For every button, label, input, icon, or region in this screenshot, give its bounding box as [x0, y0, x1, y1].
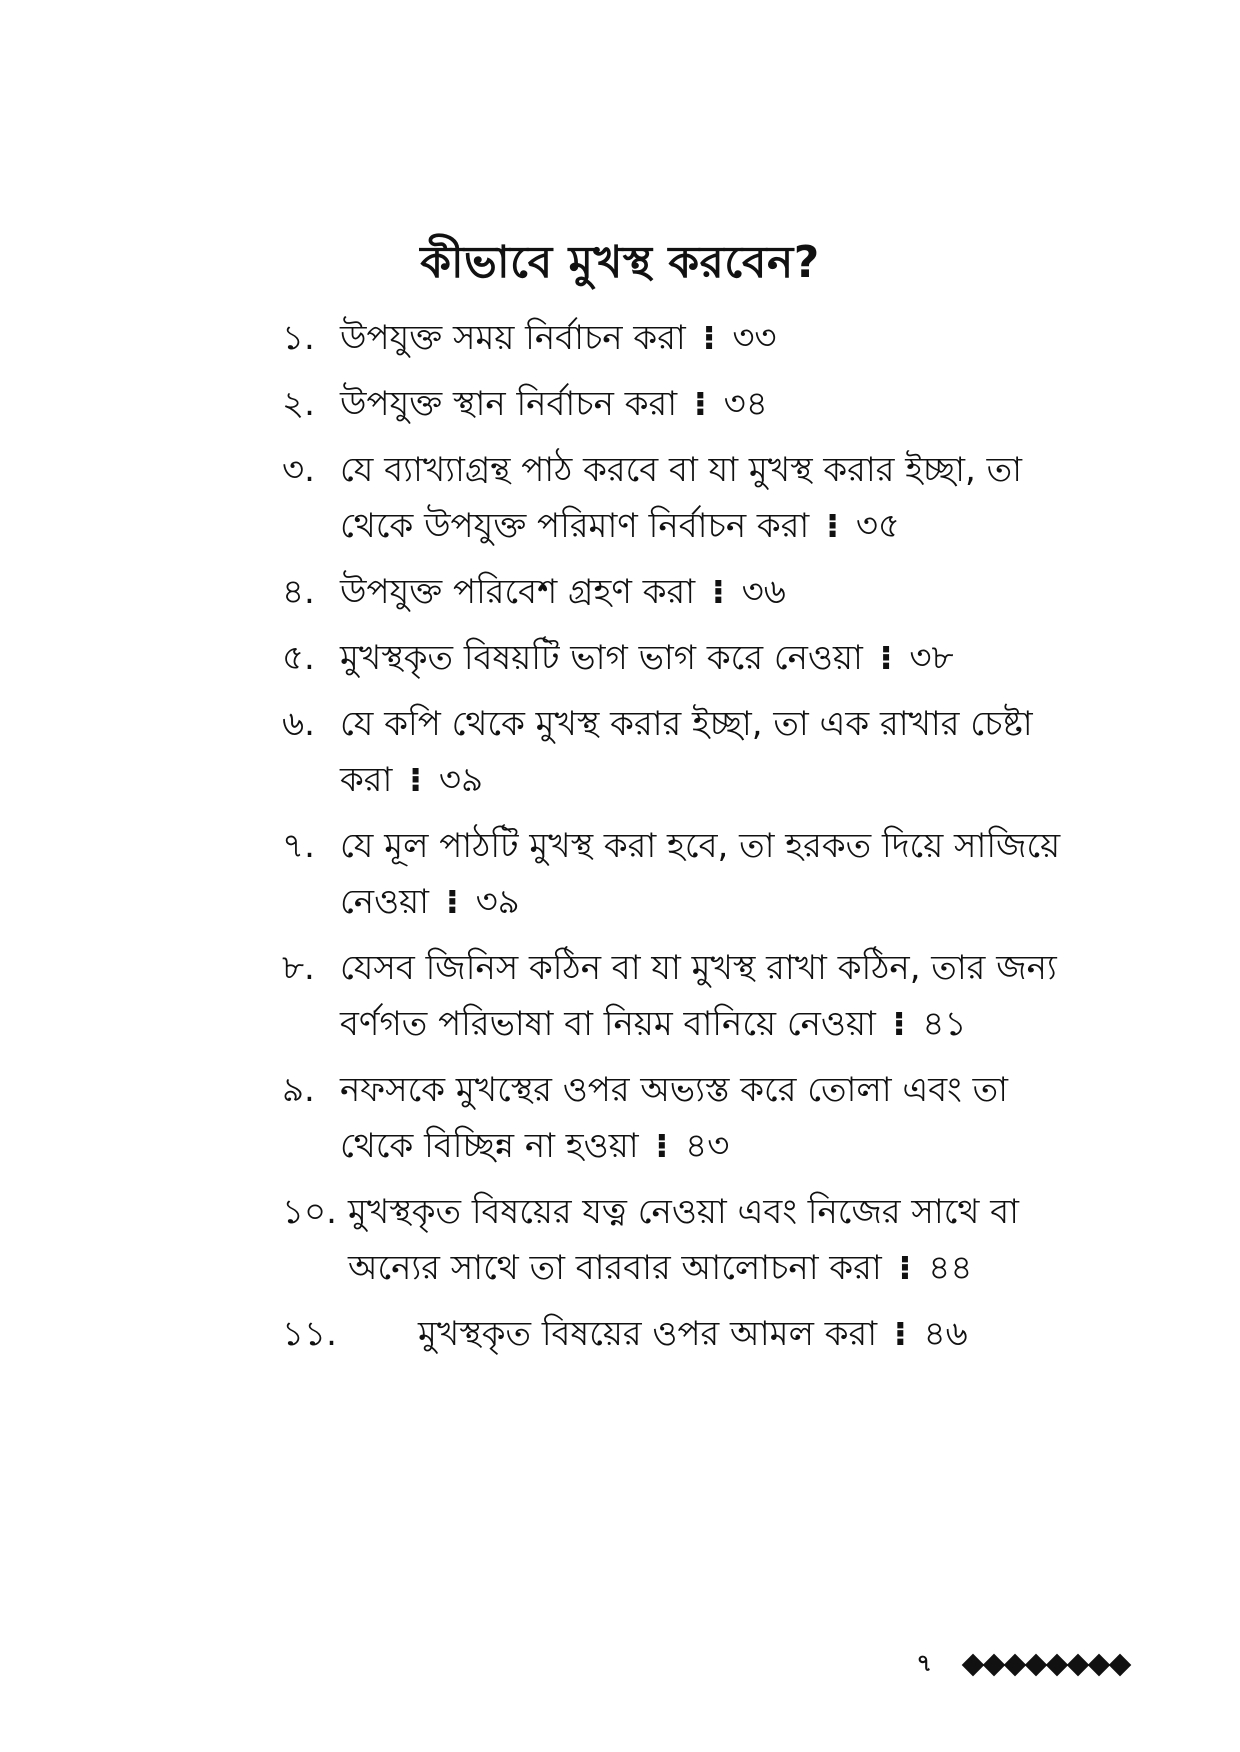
toc-item-page: ৩৯: [475, 882, 520, 922]
table-of-contents: [282, 310, 1082, 1372]
toc-item-number: ৯.: [282, 1070, 315, 1110]
toc-item: [282, 564, 1082, 620]
toc-item-text: উপযুক্ত পরিবেশ গ্রহণ করা: [340, 572, 696, 612]
toc-item: [282, 1062, 1082, 1174]
diamond-icon: [982, 1654, 1005, 1677]
toc-item: [282, 442, 1082, 554]
toc-item-page: ৩৩: [732, 318, 777, 358]
toc-item-page: ৩৬: [741, 572, 786, 612]
toc-item-page: ৩৫: [855, 506, 900, 546]
toc-separator: ⁝: [445, 882, 459, 922]
toc-item-number: ১১.: [282, 1314, 337, 1354]
toc-item-page: ৪১: [922, 1004, 967, 1044]
toc-item: [282, 940, 1082, 1052]
toc-separator: ⁝: [655, 1126, 669, 1166]
toc-item-text: যে ব্যাখ্যাগ্রন্থ পাঠ করবে বা যা মুখস্থ করার ইচ্ছা, তা থেকে উপযুক্ত পরিমাণ নির্বাচন করা: [340, 450, 1022, 546]
diamond-icon: [961, 1654, 984, 1677]
page-number: ৭: [916, 1649, 932, 1677]
toc-item-text: উপযুক্ত সময় নির্বাচন করা: [340, 318, 686, 358]
toc-item-page: ৩৯: [438, 760, 484, 800]
toc-item: [282, 818, 1082, 930]
toc-item-number: ৪.: [282, 572, 315, 612]
toc-item: [282, 696, 1082, 808]
toc-item-number: ১০.: [282, 1192, 337, 1232]
toc-item-text: মুখস্থকৃত বিষয়টি ভাগ ভাগ করে নেওয়া: [340, 638, 863, 678]
toc-item-number: ১.: [282, 318, 315, 358]
toc-separator: ⁝: [693, 384, 707, 424]
toc-item-text: যেসব জিনিস কঠিন বা যা মুখস্থ রাখা কঠিন, তার জন্য বর্ণগত পরিভাষা বা নিয়ম বানিয়ে নেওয়া: [340, 948, 1057, 1044]
toc-item-text: উপযুক্ত স্থান নির্বাচন করা: [340, 384, 678, 424]
toc-item-number: ৬.: [282, 704, 315, 744]
toc-item-number: ৭.: [282, 826, 315, 866]
toc-separator: ⁝: [409, 760, 423, 800]
toc-item-page: ৪৬: [923, 1314, 968, 1354]
diamond-row-icon: [962, 1657, 1130, 1673]
toc-item-page: ৩৪: [723, 384, 768, 424]
diamond-icon: [1045, 1654, 1068, 1677]
toc-separator: ⁝: [711, 572, 725, 612]
diamond-icon: [1108, 1654, 1131, 1677]
toc-item-page: ৪৩: [685, 1126, 730, 1166]
toc-item-number: ২.: [282, 384, 315, 424]
toc-item: [282, 376, 1082, 432]
toc-item-page: ৪৪: [928, 1248, 973, 1288]
toc-item-text: মুখস্থকৃত বিষয়ের যত্ন নেওয়া এবং নিজের সাথে বা অন্যের সাথে তা বারবার আলোচনা করা: [348, 1192, 1019, 1288]
page-footer: [916, 1645, 1130, 1685]
toc-separator: ⁝: [898, 1248, 912, 1288]
toc-item-number: ৮.: [282, 948, 315, 988]
toc-item-number: ৫.: [282, 638, 315, 678]
toc-item: [282, 630, 1082, 686]
toc-item-text: যে মূল পাঠটি মুখস্থ করা হবে, তা হরকত দিয়ে সাজিয়ে নেওয়া: [340, 826, 1061, 922]
toc-item-number: ৩.: [282, 450, 315, 490]
toc-separator: ⁝: [702, 318, 716, 358]
diamond-icon: [1003, 1654, 1026, 1677]
toc-item-text: মুখস্থকৃত বিষয়ের ওপর আমল করা: [418, 1314, 878, 1354]
diamond-icon: [1024, 1654, 1047, 1677]
toc-item: [282, 310, 1082, 366]
toc-separator: ⁝: [826, 506, 840, 546]
toc-separator: ⁝: [893, 1314, 907, 1354]
toc-item-page: ৩৮: [909, 638, 954, 678]
diamond-icon: [1066, 1654, 1089, 1677]
toc-item: [282, 1306, 1082, 1362]
toc-item-text: যে কপি থেকে মুখস্থ করার ইচ্ছা, তা এক রাখার চেষ্টা করা: [340, 704, 1033, 800]
toc-item: [282, 1184, 1082, 1296]
toc-separator: ⁝: [892, 1004, 906, 1044]
toc-item-text: নফসকে মুখস্থের ওপর অভ্যস্ত করে তোলা এবং তা থেকে বিচ্ছিন্ন না হওয়া: [340, 1070, 1008, 1166]
diamond-icon: [1087, 1654, 1110, 1677]
page-title: কীভাবে মুখস্থ করবেন?: [420, 237, 820, 289]
toc-separator: ⁝: [879, 638, 893, 678]
